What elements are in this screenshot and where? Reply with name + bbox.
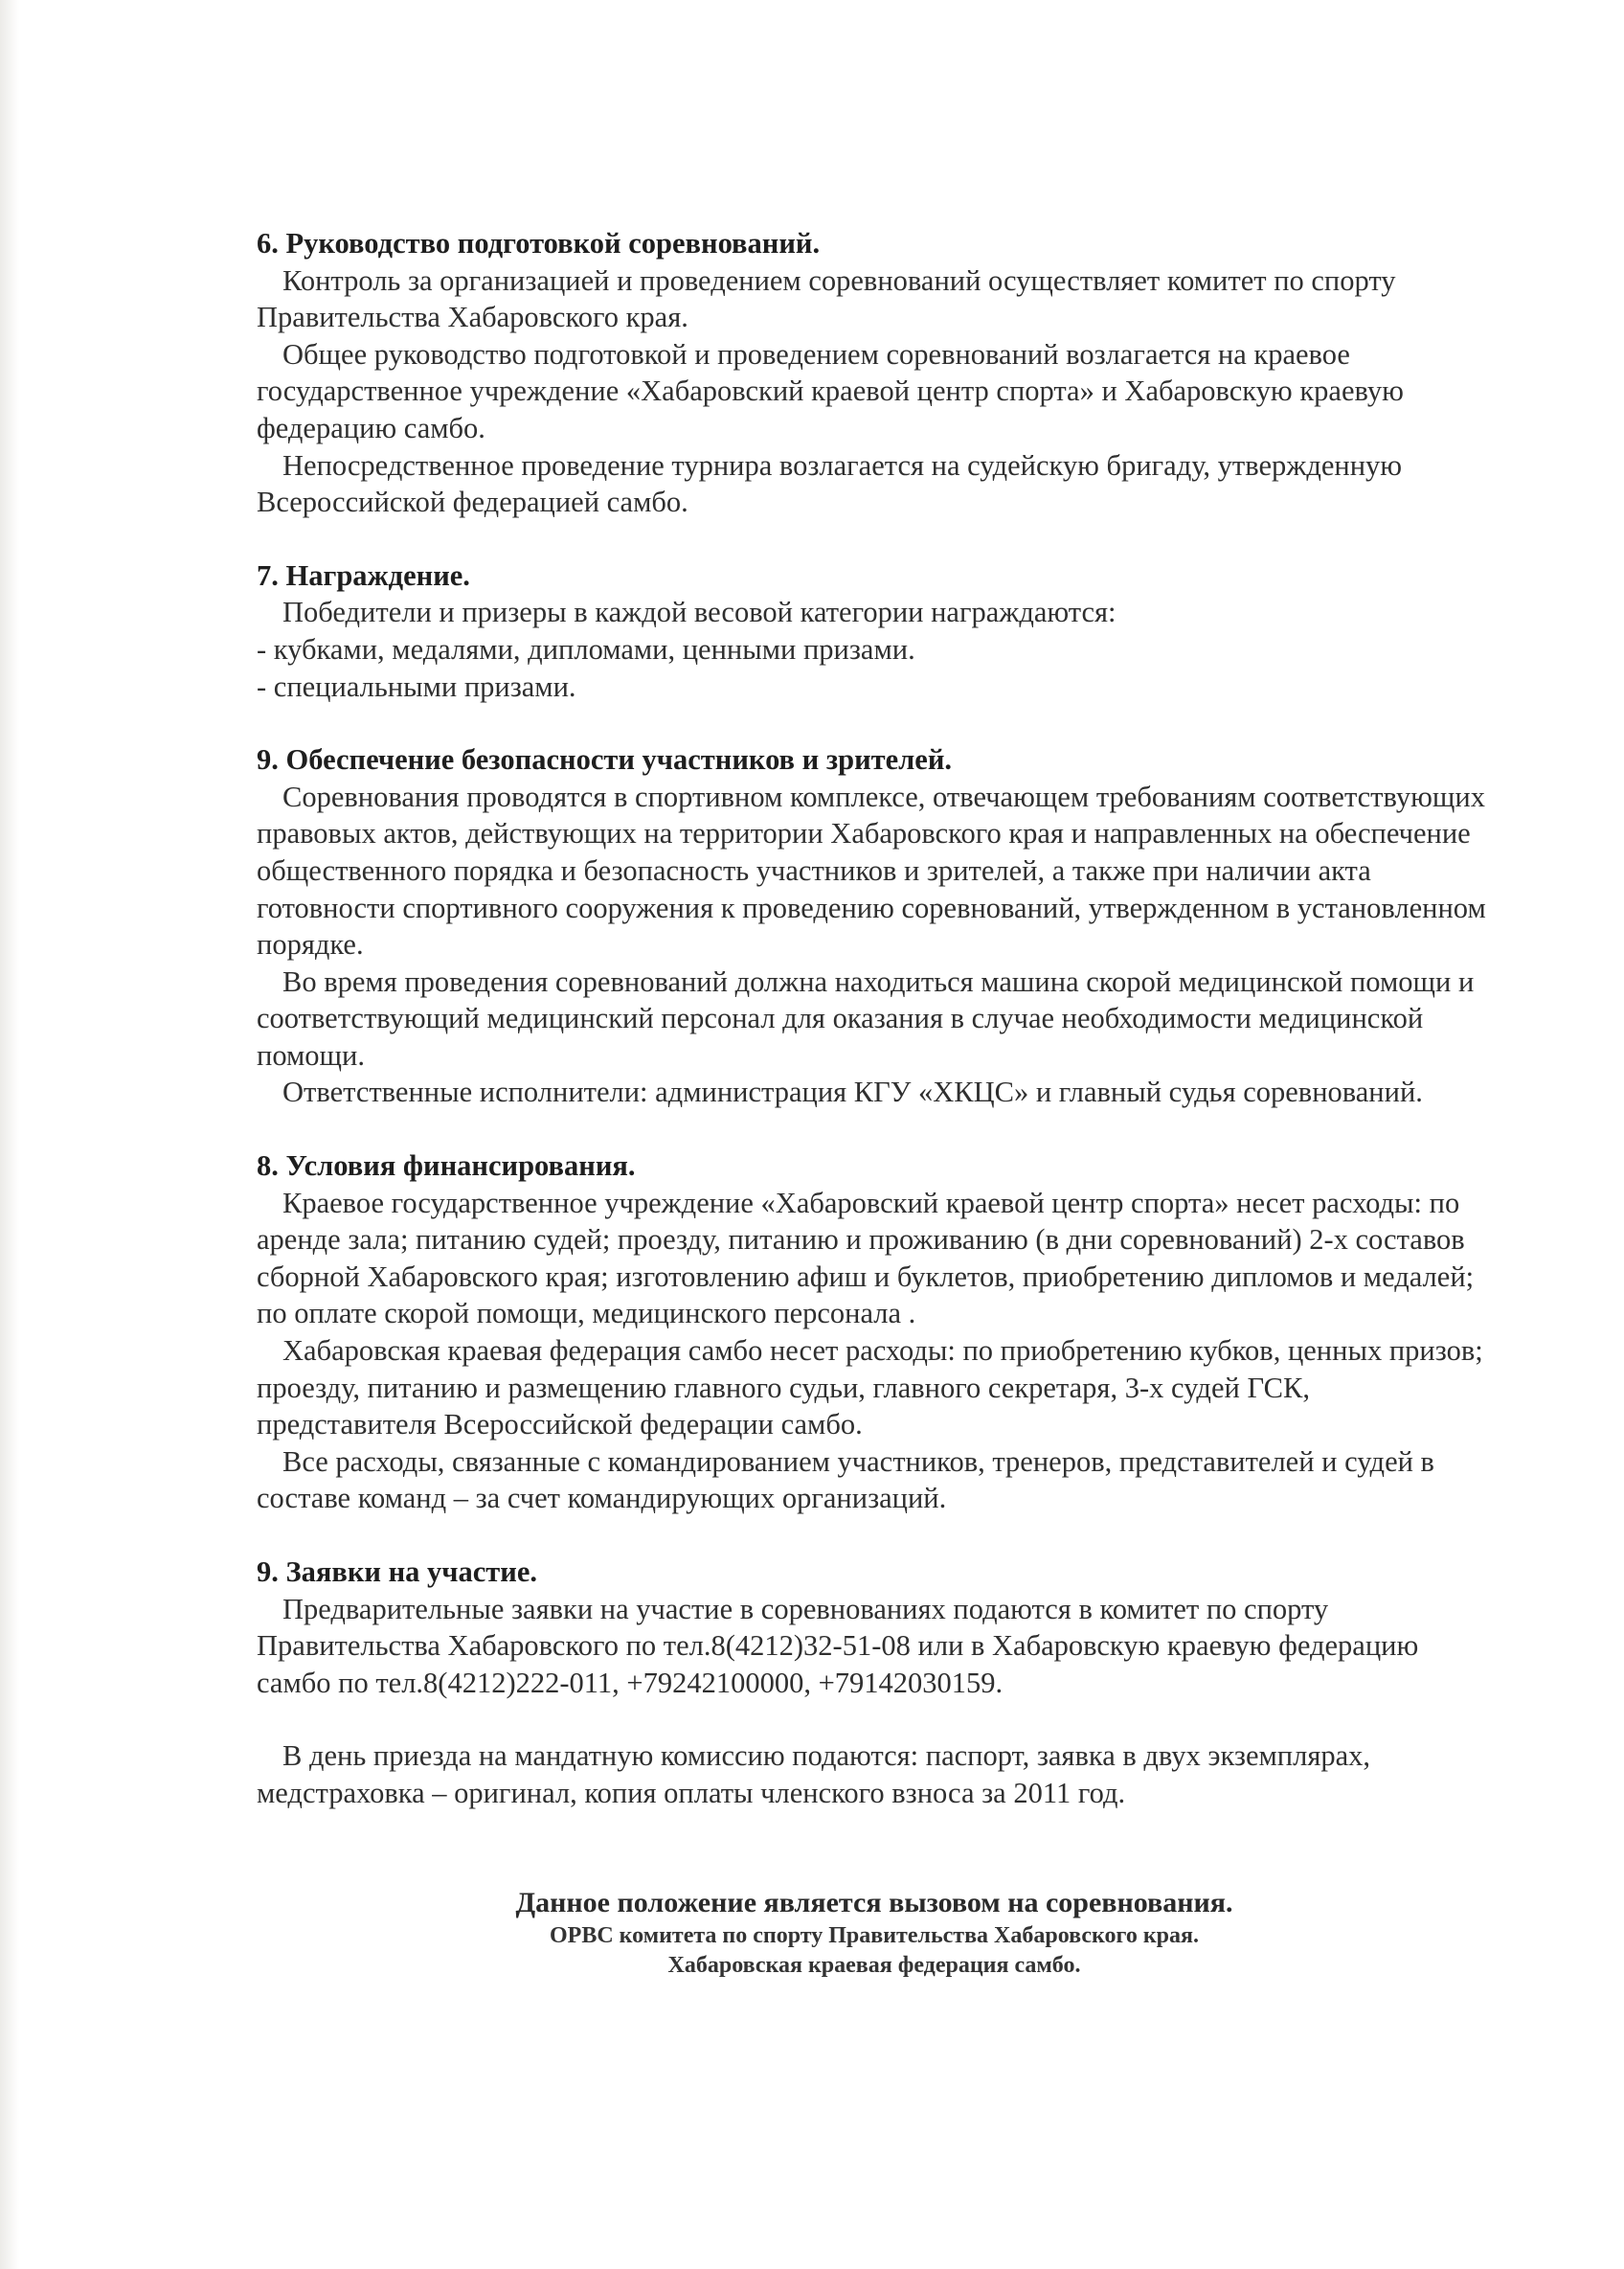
paragraph: Хабаровская краевая федерация самбо несет расходы: по приобретению кубков, ценных призов; проезду, питанию и размещению главного судьи, главного секретаря, 3-х судей ГСК, представителя Всероссийской федерации самбо.: [257, 1334, 1483, 1441]
paragraph: Все расходы, связанные с командированием участников, тренеров, представителей и судей в составе команд – за счет командирующих организаций.: [257, 1444, 1434, 1515]
paragraph: Предварительные заявки на участие в соревнованиях подаются в комитет по спорту Правительства Хабаровского по тел.8(4212)32-51-08 или в Хабаровскую краевую федерацию самбо по тел.8(4212)222-011, +79242100000, +79142030159.: [257, 1592, 1419, 1699]
section-heading: 9. Обеспечение безопасности участников и зрителей.: [257, 743, 953, 777]
section-awards: [257, 557, 1492, 705]
document-body: [257, 225, 1492, 1812]
closing-block: [257, 1885, 1492, 1981]
list-item: - специальными призами.: [257, 669, 576, 703]
section-heading: 7. Награждение.: [257, 558, 470, 592]
arrival-note: В день приезда на мандатную комиссию подаются: паспорт, заявка в двух экземплярах, медстраховка – оригинал, копия оплаты членского взноса за 2011 год.: [257, 1739, 1371, 1809]
closing-organization-line: ОРВС комитета по спорту Правительства Хабаровского края.: [550, 1923, 1199, 1948]
section-heading: 8. Условия финансирования.: [257, 1149, 636, 1183]
section-heading: 9. Заявки на участие.: [257, 1555, 537, 1588]
paragraph: Непосредственное проведение турнира возлагается на судейскую бригаду, утвержденную Всероссийской федерацией самбо.: [257, 448, 1403, 519]
closing-federation-line: Хабаровская краевая федерация самбо.: [667, 1953, 1081, 1978]
paragraph: Соревнования проводятся в спортивном комплексе, отвечающем требованиям соответствующих правовых актов, действующих на территории Хабаровского края и направленных на обеспечение общественного порядка и безопасность участников и зрителей, а также при наличии акта готовности спортивного сооружения к проведению соревнований, утвержденном в установленном порядке.: [257, 780, 1486, 962]
scan-edge-shadow: [0, 0, 19, 2269]
list-item: - кубками, медалями, дипломами, ценными призами.: [257, 632, 915, 666]
section-management: [257, 225, 1492, 521]
paragraph: Общее руководство подготовкой и проведением соревнований возлагается на краевое государственное учреждение «Хабаровский краевой центр спорта» и Хабаровскую краевую федерацию самбо.: [257, 337, 1404, 444]
section-financing: [257, 1147, 1492, 1517]
paragraph: Во время проведения соревнований должна находиться машина скорой медицинской помощи и соответствующий медицинский персонал для оказания в случае необходимости медицинской помощи.: [257, 964, 1475, 1072]
paragraph: Краевое государственное учреждение «Хабаровский краевой центр спорта» несет расходы: по аренде зала; питанию судей; проезду, питанию и проживанию (в дни соревнований) 2-х составов сборной Хабаровского края; изготовлению афиш и буклетов, приобретению дипломов и медалей; по оплате скорой помощи, медицинского персонала .: [257, 1186, 1475, 1330]
closing-main-line: Данное положение является вызовом на соревнования.: [515, 1887, 1233, 1918]
paragraph: Ответственные исполнители: администрация КГУ «ХКЦС» и главный судья соревнований.: [282, 1076, 1423, 1109]
paragraph: Контроль за организацией и проведением соревнований осуществляет комитет по спорту Правительства Хабаровского края.: [257, 263, 1396, 334]
section-safety: [257, 741, 1492, 1111]
section-applications: [257, 1554, 1492, 1701]
section-heading: 6. Руководство подготовкой соревнований.: [257, 227, 821, 260]
paragraph: Победители и призеры в каждой весовой категории награждаются:: [282, 596, 1116, 629]
